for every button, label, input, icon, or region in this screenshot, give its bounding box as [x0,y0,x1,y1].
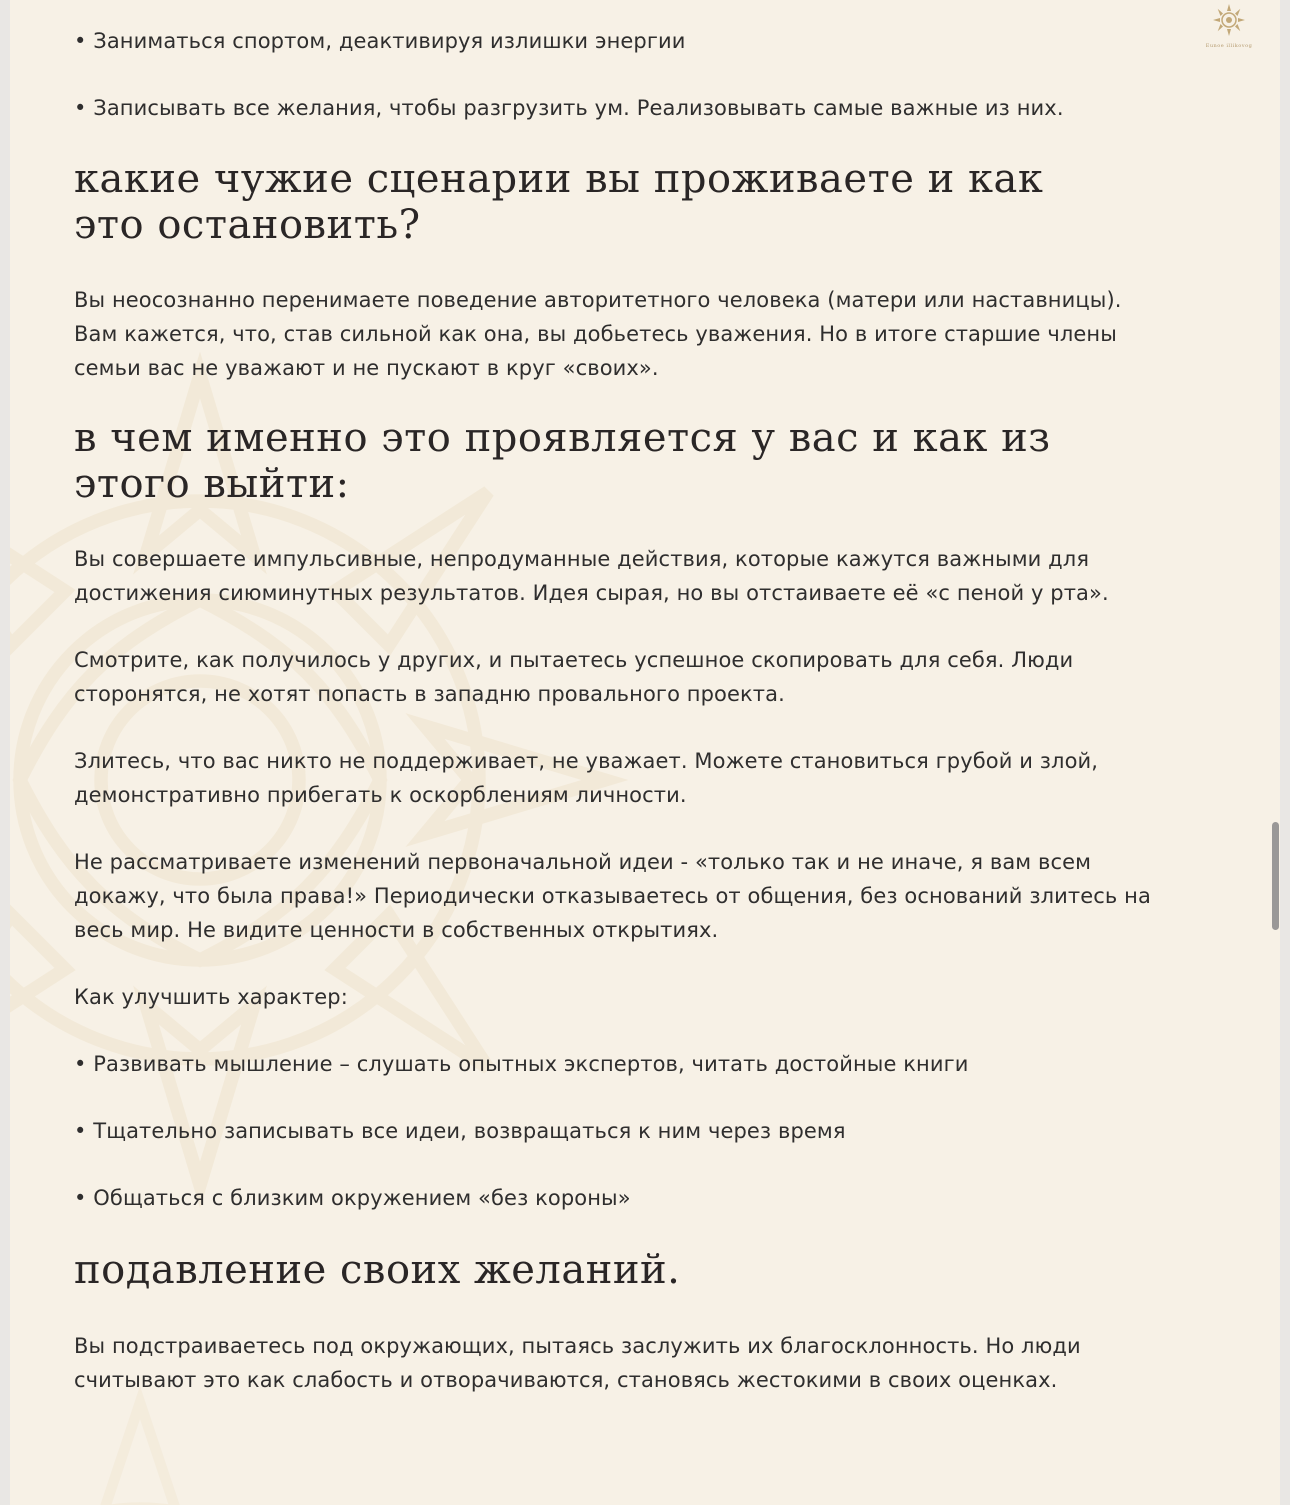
bullet-record-ideas: • Тщательно записывать все идеи, возвращаться к ним через время [74,1119,846,1143]
heading-manifest: в чем именно это проявляется у вас и как из этого выйти: [74,415,1051,507]
vertical-scrollbar[interactable] [1270,0,1280,1505]
paragraph-improve: Как улучшить характер: [74,985,348,1009]
article-page [10,0,1280,1505]
heading-suppress: подавление своих желаний. [74,1247,681,1293]
bullet-communicate: • Общаться с близким окружением «без короны» [74,1186,631,1210]
logo-caption: Eunoe illikovog [1205,43,1253,49]
brand-logo [1198,2,1260,49]
paragraph-copy: Смотрите, как получилось у других, и пытаетесь успешное скопировать для себя. Люди сторонятся, не хотят попасть в западню провального проекта. [74,648,1074,706]
sun-mandala-icon [1204,2,1254,42]
paragraph-impulsive: Вы совершаете импульсивные, непродуманные действия, которые кажутся важными для достижения сиюминутных результатов. Идея сырая, но вы отстаиваете её «с пеной у рта». [74,547,1109,605]
paragraph-scenarios: Вы неосознанно перенимаете поведение авторитетного человека (матери или наставницы). Вам кажется, что, став сильной как она, вы добьетесь уважения. Но в итоге старшие члены семьи вас не уважают и не пускают в круг «своих». [74,288,1122,380]
heading-scenarios: какие чужие сценарии вы проживаете и как это остановить? [74,156,1044,248]
paragraph-adapt: Вы подстраиваетесь под окружающих, пытаясь заслужить их благосклонность. Но люди считывают это как слабость и отворачиваются, становясь жестокими в своих оценках. [74,1334,1081,1392]
paragraph-anger: Злитесь, что вас никто не поддерживает, не уважает. Можете становиться грубой и злой, демонстративно прибегать к оскорблениям личности. [74,749,1099,807]
bullet-sport: • Заниматься спортом, деактивируя излишки энергии [74,29,686,53]
scrollbar-thumb[interactable] [1272,822,1279,930]
bullet-write-wishes: • Записывать все желания, чтобы разгрузить ум. Реализовывать самые важные из них. [74,96,1064,120]
paragraph-ideas: Не рассматриваете изменений первоначальной идеи - «только так и не иначе, я вам всем докажу, что была права!» Периодически отказываетесь от общения, без оснований злитесь на весь мир. Не видите ценности в собственных открытиях. [74,850,1151,942]
bullet-thinking: • Развивать мышление – слушать опытных экспертов, читать достойные книги [74,1052,969,1076]
